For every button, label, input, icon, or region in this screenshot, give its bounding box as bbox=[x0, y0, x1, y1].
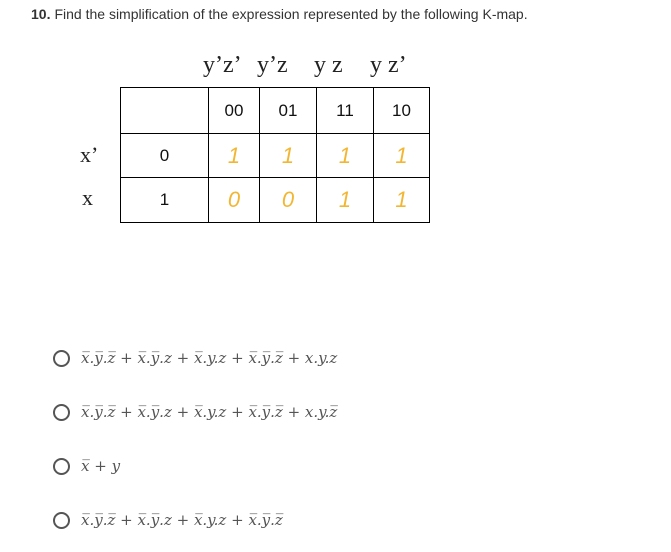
kmap-header-row bbox=[121, 88, 430, 134]
kmap-col-var-0: y’z’ bbox=[203, 52, 242, 78]
kmap-cell bbox=[260, 178, 317, 223]
kmap-cell bbox=[260, 134, 317, 178]
kmap-cell-value: 1 bbox=[395, 187, 408, 212]
radio-button[interactable] bbox=[53, 350, 70, 367]
kmap-cell-value: 1 bbox=[281, 142, 295, 168]
question-number: 10. bbox=[31, 6, 51, 22]
answer-option-text: x̅.y̅.z̅ + x̅.y̅.z + x̅.y.z + x̅.y̅.z̅ + x.y.z bbox=[81, 349, 338, 367]
kmap-cell-value: 1 bbox=[227, 142, 241, 168]
kmap-row-code-cell bbox=[121, 178, 209, 223]
kmap-col-code: 10 bbox=[392, 100, 411, 120]
kmap-row bbox=[121, 178, 430, 223]
kmap-col-code-cell bbox=[260, 88, 317, 134]
kmap-cell bbox=[317, 178, 374, 223]
kmap-col-code-cell bbox=[209, 88, 260, 134]
answer-option-4[interactable] bbox=[53, 508, 283, 532]
kmap-corner-cell bbox=[121, 88, 209, 134]
kmap-cell bbox=[209, 178, 260, 223]
kmap-row-var-1: x bbox=[82, 185, 93, 210]
kmap-cell bbox=[374, 178, 430, 223]
kmap-col-code: 01 bbox=[278, 100, 298, 120]
kmap-col-code: 11 bbox=[336, 100, 354, 120]
kmap-table bbox=[120, 87, 430, 223]
kmap-row-code: 1 bbox=[159, 190, 170, 209]
answer-option-text: x̅ + y bbox=[81, 457, 121, 475]
kmap-col-var-3: y z’ bbox=[370, 52, 407, 78]
kmap-cell bbox=[317, 134, 374, 178]
kmap-col-code-cell bbox=[374, 88, 430, 134]
kmap-col-var-1: y’z bbox=[257, 52, 288, 78]
answer-option-2[interactable] bbox=[53, 400, 337, 424]
kmap-col-code: 00 bbox=[224, 100, 244, 120]
kmap-cell-value: 1 bbox=[338, 142, 352, 168]
kmap-row-code-cell bbox=[121, 134, 209, 178]
kmap-cell bbox=[374, 134, 430, 178]
kmap-row-code: 0 bbox=[159, 145, 170, 165]
kmap-col-var-2: y z bbox=[314, 52, 343, 78]
kmap-cell-value: 0 bbox=[281, 187, 295, 212]
answer-option-3[interactable] bbox=[53, 454, 120, 478]
kmap-row-var-0: x’ bbox=[80, 142, 99, 167]
answer-option-1[interactable] bbox=[53, 346, 337, 370]
radio-button[interactable] bbox=[53, 512, 70, 529]
answer-option-text: x̅.y̅.z̅ + x̅.y̅.z + x̅.y.z + x̅.y̅.z̅ bbox=[81, 511, 283, 529]
kmap-row bbox=[121, 134, 430, 178]
kmap-cell bbox=[209, 134, 260, 178]
question-prompt bbox=[31, 6, 528, 22]
radio-button[interactable] bbox=[53, 458, 70, 475]
kmap-cell-value: 1 bbox=[395, 142, 408, 168]
kmap-col-code-cell bbox=[317, 88, 374, 134]
radio-button[interactable] bbox=[53, 404, 70, 421]
answer-option-text: x̅.y̅.z̅ + x̅.y̅.z + x̅.y.z + x̅.y̅.z̅ + x.y.z̅ bbox=[81, 403, 338, 421]
kmap-cell-value: 1 bbox=[338, 187, 352, 212]
question-text: Find the simplification of the expression represented by the following K-map. bbox=[54, 6, 528, 22]
kmap-cell-value: 0 bbox=[227, 187, 241, 212]
